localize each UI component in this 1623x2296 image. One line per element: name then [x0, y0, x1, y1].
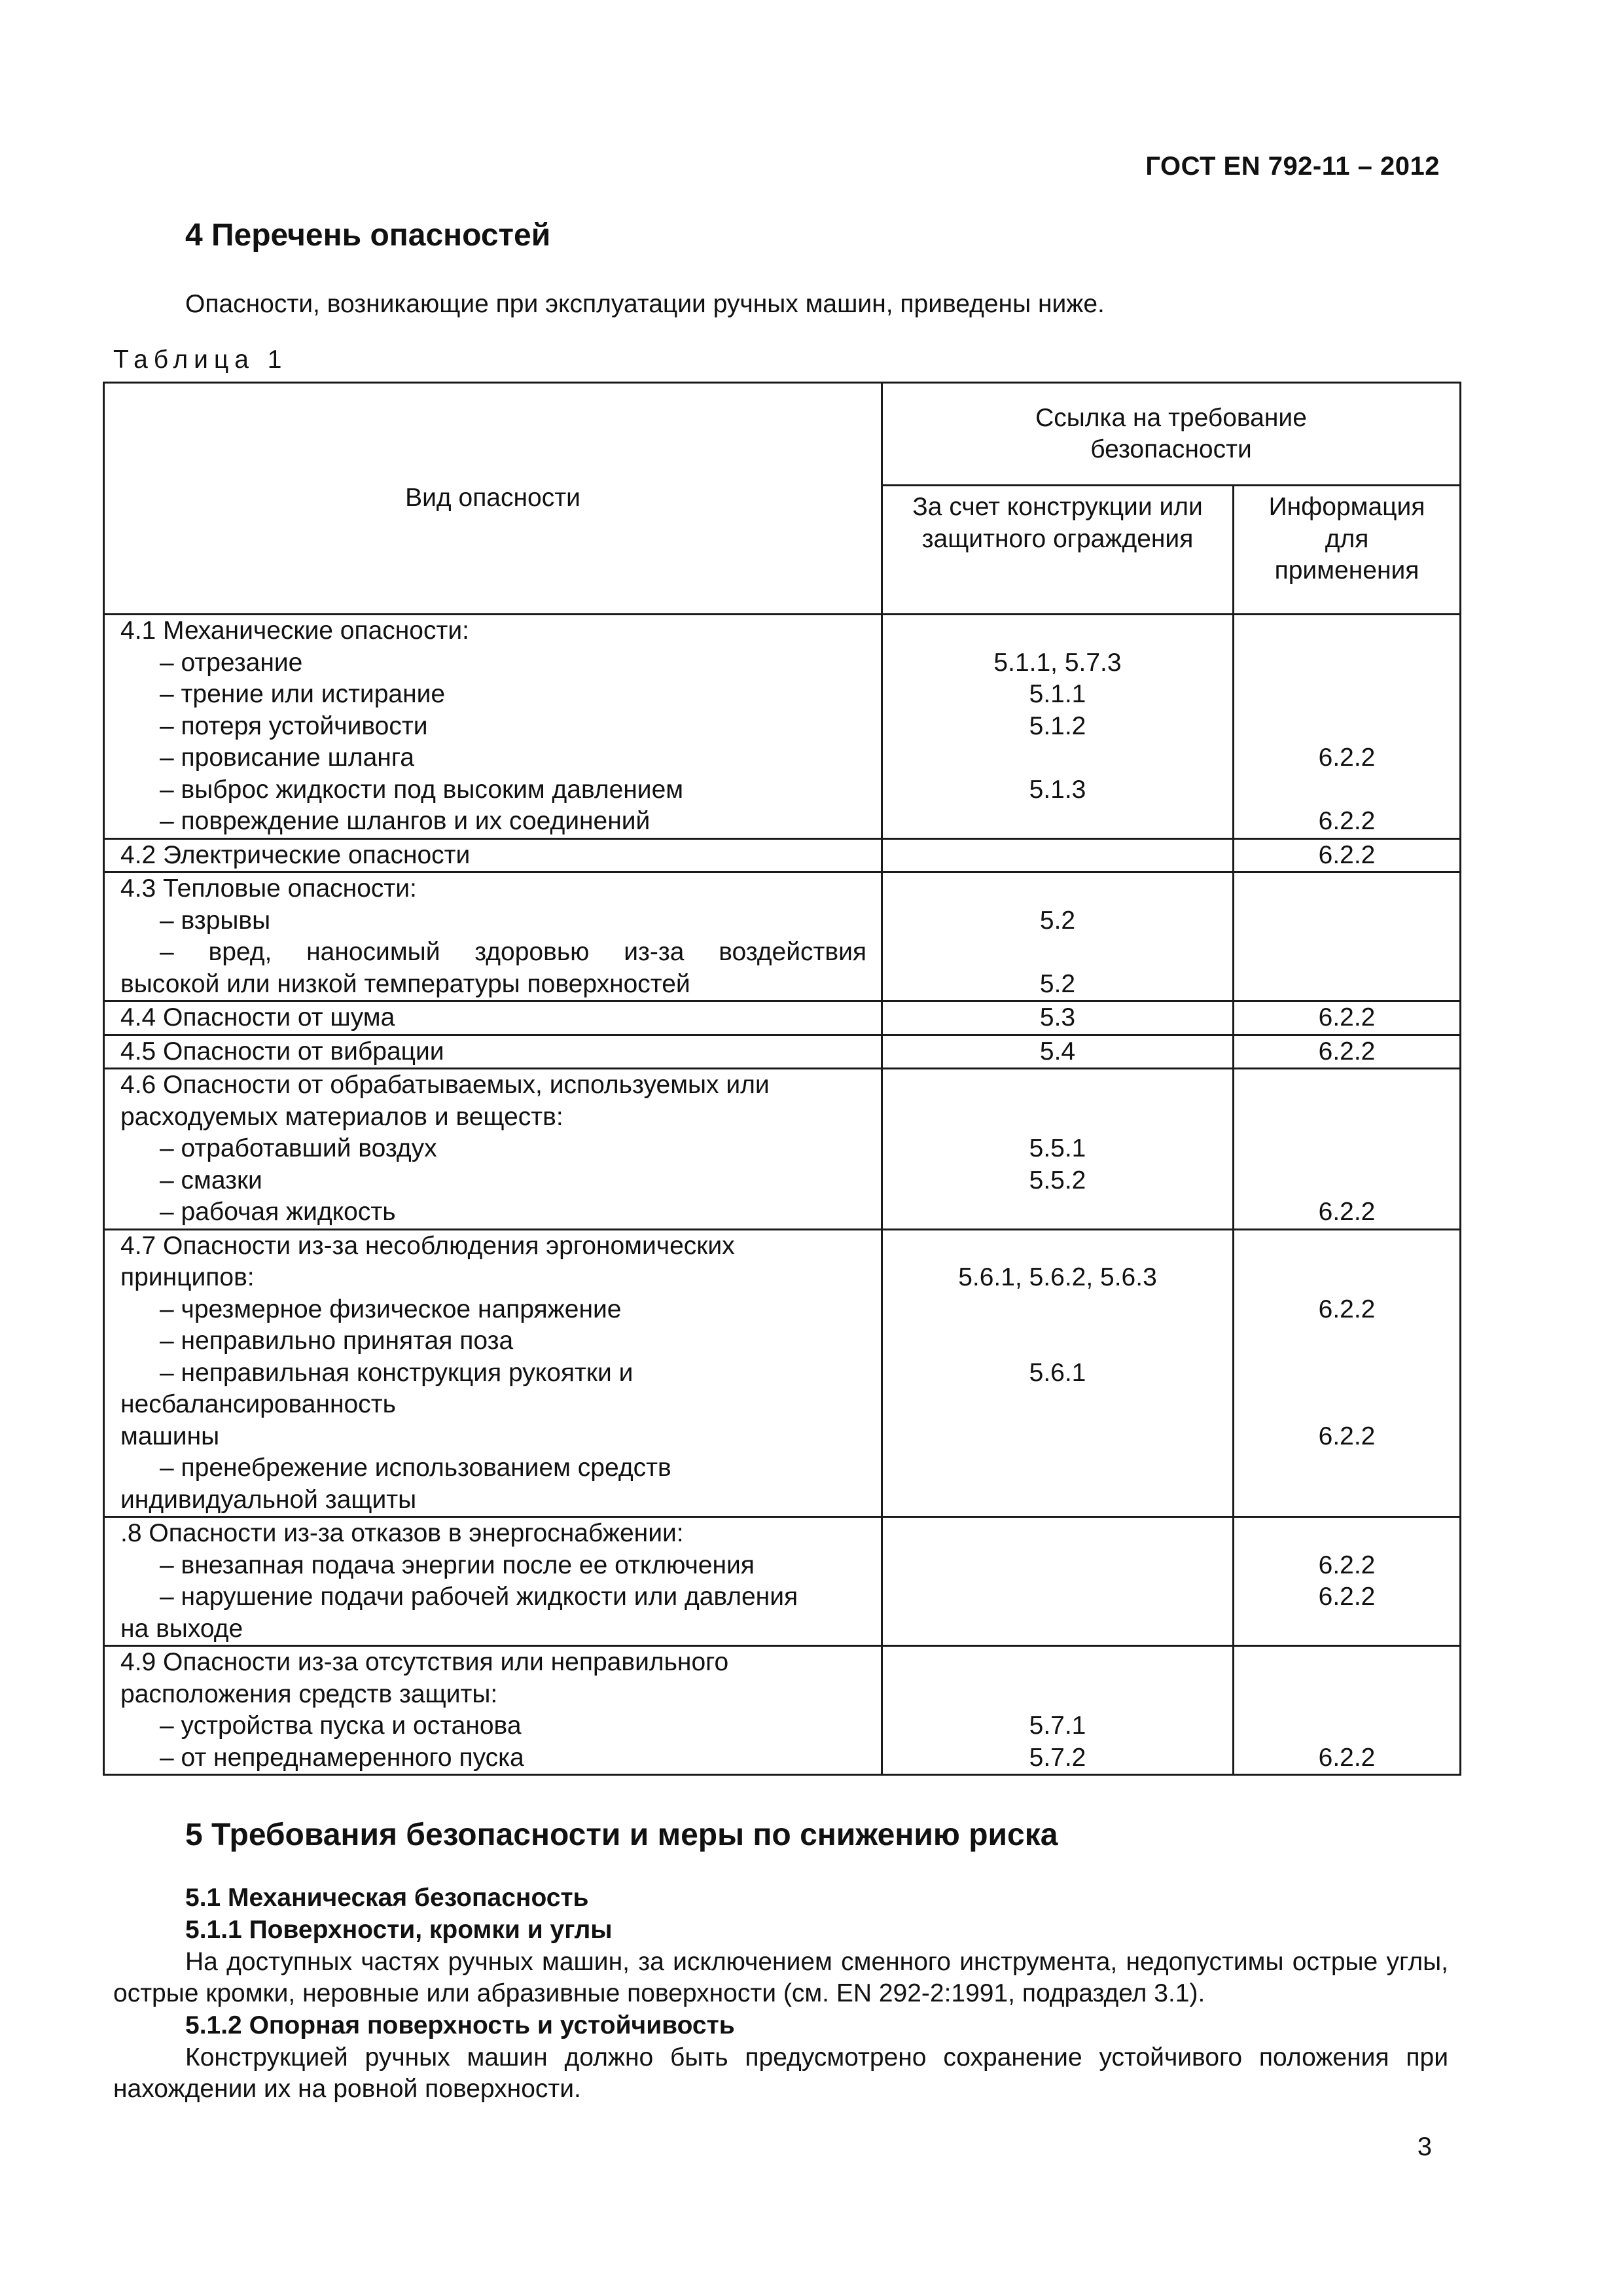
cell-line: [883, 742, 1232, 774]
hazard-cell: [104, 1035, 882, 1069]
cell-line: [883, 1484, 1232, 1516]
cell-line: [1234, 873, 1459, 905]
cell-line: 5.1.3: [1029, 775, 1086, 804]
info-ref-cell: [1234, 1646, 1461, 1775]
table-row: [104, 615, 1461, 839]
cell-line: [1234, 1102, 1459, 1134]
cell-line: [1234, 1452, 1459, 1484]
info-ref-cell: [1234, 1035, 1461, 1069]
section-4-intro: Опасности, возникающие при эксплуатации ручных машин, приведены ниже.: [185, 290, 1105, 318]
cell-line: [1234, 1389, 1459, 1421]
info-ref-cell: [1234, 838, 1461, 872]
cell-line: 5.7.2: [1029, 1743, 1086, 1772]
col-header-hazard: Вид опасности: [104, 383, 882, 615]
cell-line: [883, 1421, 1232, 1453]
hazards-table-body: [104, 615, 1461, 1775]
cell-line: 5.3: [1039, 1003, 1076, 1031]
cell-line: 6.2.2: [1318, 807, 1376, 835]
cell-line: [1234, 969, 1459, 1001]
cell-line: [883, 1613, 1232, 1645]
cell-line: 5.1.1: [1029, 680, 1086, 708]
cell-line: 4.7 Опасности из-за несоблюдения эргономических: [120, 1231, 735, 1260]
cell-line: – повреждение шлангов и их соединений: [160, 807, 651, 835]
cell-line: [1234, 1133, 1459, 1165]
design-ref-cell: [882, 1517, 1234, 1646]
info-ref-cell: [1234, 1001, 1461, 1035]
cell-line: 4.2 Электрические опасности: [120, 840, 471, 869]
cell-line: 4.1 Механические опасности:: [120, 617, 469, 645]
section-5-1-1-text: На доступных частях ручных машин, за исключением сменного инструмента, недопустимы острые углы, острые кромки, неровные или абразивные поверхности (см. EN 292-2:1991, подраздел 3.1).: [113, 1948, 1448, 2007]
cell-line: [883, 806, 1232, 838]
cell-line: [883, 1550, 1232, 1582]
cell-line: машины: [120, 1422, 220, 1450]
design-ref-cell: [882, 872, 1234, 1001]
cell-line: [883, 1647, 1232, 1679]
cell-line: 5.6.1, 5.6.2, 5.6.3: [958, 1263, 1157, 1291]
cell-line: индивидуальной защиты: [120, 1485, 417, 1514]
cell-line: [1234, 905, 1459, 937]
cell-line: [1234, 1165, 1459, 1197]
hazard-cell: [104, 1069, 882, 1230]
cell-line: [883, 1581, 1232, 1613]
hazard-cell: [104, 872, 882, 1001]
cell-line: [1234, 1679, 1459, 1711]
cell-line: .8 Опасности из-за отказов в энергоснабжении:: [120, 1519, 684, 1547]
page-number: 3: [1417, 2132, 1432, 2161]
cell-line: [883, 1325, 1232, 1357]
cell-line: 6.2.2: [1318, 1551, 1376, 1579]
cell-line: 5.5.1: [1029, 1134, 1086, 1162]
cell-line: [1234, 1647, 1459, 1679]
info-ref-cell: [1234, 872, 1461, 1001]
cell-line: [1234, 1262, 1459, 1294]
cell-line: 6.2.2: [1318, 744, 1376, 772]
cell-line: 4.9 Опасности из-за отсутствия или неправильного: [120, 1648, 729, 1676]
cell-line: 6.2.2: [1318, 1583, 1376, 1611]
section-5-1-2-title: 5.1.2 Опорная поверхность и устойчивость: [185, 2011, 735, 2039]
cell-line: [883, 1389, 1232, 1421]
table-label: Таблица 1: [113, 346, 288, 374]
cell-line: [1234, 937, 1459, 969]
table-row: [104, 1069, 1461, 1230]
hazard-cell: [104, 1646, 882, 1775]
table-row: [104, 1001, 1461, 1035]
cell-line: – неправильная конструкция рукоятки и: [160, 1358, 633, 1387]
cell-line: расположения средств защиты:: [120, 1679, 498, 1708]
design-ref-cell: [882, 1646, 1234, 1775]
cell-line: расходуемых материалов и веществ:: [120, 1102, 563, 1131]
table-row: [104, 1517, 1461, 1646]
col-header-ref-group: Ссылка на требование безопасности: [882, 383, 1461, 486]
cell-line: 6.2.2: [1318, 840, 1376, 869]
design-ref-cell: [882, 615, 1234, 839]
cell-line: [1234, 679, 1459, 711]
section-5-1-1-title: 5.1.1 Поверхности, кромки и углы: [185, 1916, 613, 1944]
cell-line: 5.1.2: [1029, 711, 1086, 740]
cell-line: [1234, 1069, 1459, 1102]
section-5-title: 5 Требования безопасности и меры по снижению риска: [185, 1818, 1058, 1852]
info-ref-cell: [1234, 1229, 1461, 1517]
cell-line: 5.5.2: [1029, 1166, 1086, 1194]
cell-line: [883, 1679, 1232, 1711]
cell-line: – отработавший воздух: [160, 1134, 437, 1162]
cell-line: 4.6 Опасности от обрабатываемых, используемых или: [120, 1071, 770, 1099]
table-row: [104, 838, 1461, 872]
cell-line: [883, 1196, 1232, 1229]
design-ref-cell: [882, 838, 1234, 872]
section-4-title: 4 Перечень опасностей: [185, 218, 551, 253]
table-row: [104, 1646, 1461, 1775]
cell-line: [883, 873, 1232, 905]
section-5-1-title: 5.1 Механическая безопасность: [185, 1884, 589, 1912]
cell-line: [883, 937, 1232, 969]
cell-line: – нарушение подачи рабочей жидкости или давления: [160, 1583, 798, 1611]
cell-line: 4.5 Опасности от вибрации: [120, 1037, 444, 1066]
cell-line: 6.2.2: [1318, 1422, 1376, 1450]
cell-line: [1234, 647, 1459, 679]
cell-line: [883, 1102, 1232, 1134]
cell-line: – рабочая жидкость: [160, 1198, 396, 1226]
info-ref-cell: [1234, 1069, 1461, 1230]
cell-line: – смазки: [160, 1166, 262, 1194]
cell-line: 6.2.2: [1318, 1743, 1376, 1772]
cell-line: [1234, 1325, 1459, 1357]
cell-line: – трение или истирание: [160, 680, 446, 708]
hazards-table: [103, 382, 1461, 1776]
cell-line: [883, 1518, 1232, 1550]
cell-line: высокой или низкой температуры поверхностей: [120, 969, 690, 998]
col-header-info: Информация для применения: [1234, 486, 1461, 615]
cell-line: [1234, 711, 1459, 743]
section-5-1-2-text: Конструкцией ручных машин должно быть предусмотрено сохранение устойчивого положения при нахождении их на ровной поверхности.: [113, 2043, 1448, 2103]
hazard-cell: [104, 615, 882, 839]
table-row: [104, 872, 1461, 1001]
design-ref-cell: [882, 1035, 1234, 1069]
cell-line: – взрывы: [160, 906, 271, 935]
cell-line: [883, 1069, 1232, 1102]
col-header-design: За счет конструкции или защитного ограждения: [882, 486, 1234, 615]
cell-line: 6.2.2: [1318, 1037, 1376, 1066]
cell-line: 5.1.1, 5.7.3: [993, 648, 1122, 677]
document-code: ГОСТ EN 792-11 – 2012: [1145, 152, 1440, 181]
design-ref-cell: [882, 1229, 1234, 1517]
cell-line: – провисание шланга: [160, 744, 414, 772]
cell-line: [883, 840, 1232, 872]
table-row: [104, 1229, 1461, 1517]
cell-line: 5.7.1: [1029, 1712, 1086, 1740]
cell-line: – от непреднамеренного пуска: [160, 1743, 524, 1772]
cell-line: – отрезание: [160, 648, 303, 677]
design-ref-cell: [882, 1069, 1234, 1230]
hazard-cell: [104, 1001, 882, 1035]
cell-line: [883, 615, 1232, 647]
cell-line: [883, 1230, 1232, 1263]
cell-line: 5.2: [1039, 969, 1076, 998]
cell-line: – неправильно принятая поза: [160, 1327, 514, 1355]
cell-line: несбалансированность: [120, 1390, 396, 1418]
cell-line: [1234, 774, 1459, 806]
cell-line: 6.2.2: [1318, 1198, 1376, 1226]
cell-line: 5.4: [1039, 1037, 1076, 1066]
cell-line: [1234, 1710, 1459, 1742]
cell-line: [1234, 1613, 1459, 1645]
cell-line: [883, 1452, 1232, 1484]
cell-line: [1234, 1230, 1459, 1263]
cell-line: – внезапная подача энергии после ее отключения: [160, 1551, 755, 1579]
hazard-cell: [104, 1229, 882, 1517]
hazard-cell: [104, 1517, 882, 1646]
hazard-cell: [104, 838, 882, 872]
info-ref-cell: [1234, 615, 1461, 839]
cell-line: 6.2.2: [1318, 1295, 1376, 1323]
cell-line: 4.4 Опасности от шума: [120, 1003, 395, 1031]
cell-line: [1234, 1357, 1459, 1390]
info-ref-cell: [1234, 1517, 1461, 1646]
cell-line: – выброс жидкости под высоким давлением: [160, 775, 684, 804]
cell-line: 6.2.2: [1318, 1003, 1376, 1031]
table-row: [104, 1035, 1461, 1069]
cell-line: – вред, наносимый здоровью из-за воздействия: [160, 938, 866, 966]
cell-line: принципов:: [120, 1263, 255, 1291]
cell-line: 4.3 Тепловые опасности:: [120, 874, 417, 903]
cell-line: – чрезмерное физическое напряжение: [160, 1295, 622, 1323]
cell-line: [1234, 1518, 1459, 1550]
cell-line: – пренебрежение использованием средств: [160, 1454, 671, 1482]
design-ref-cell: [882, 1001, 1234, 1035]
cell-line: на выходе: [120, 1614, 243, 1643]
cell-line: [1234, 615, 1459, 647]
cell-line: – потеря устойчивости: [160, 711, 428, 740]
cell-line: [1234, 1484, 1459, 1516]
cell-line: 5.2: [1039, 906, 1076, 935]
cell-line: [883, 1294, 1232, 1326]
cell-line: – устройства пуска и останова: [160, 1712, 522, 1740]
cell-line: 5.6.1: [1029, 1358, 1086, 1387]
